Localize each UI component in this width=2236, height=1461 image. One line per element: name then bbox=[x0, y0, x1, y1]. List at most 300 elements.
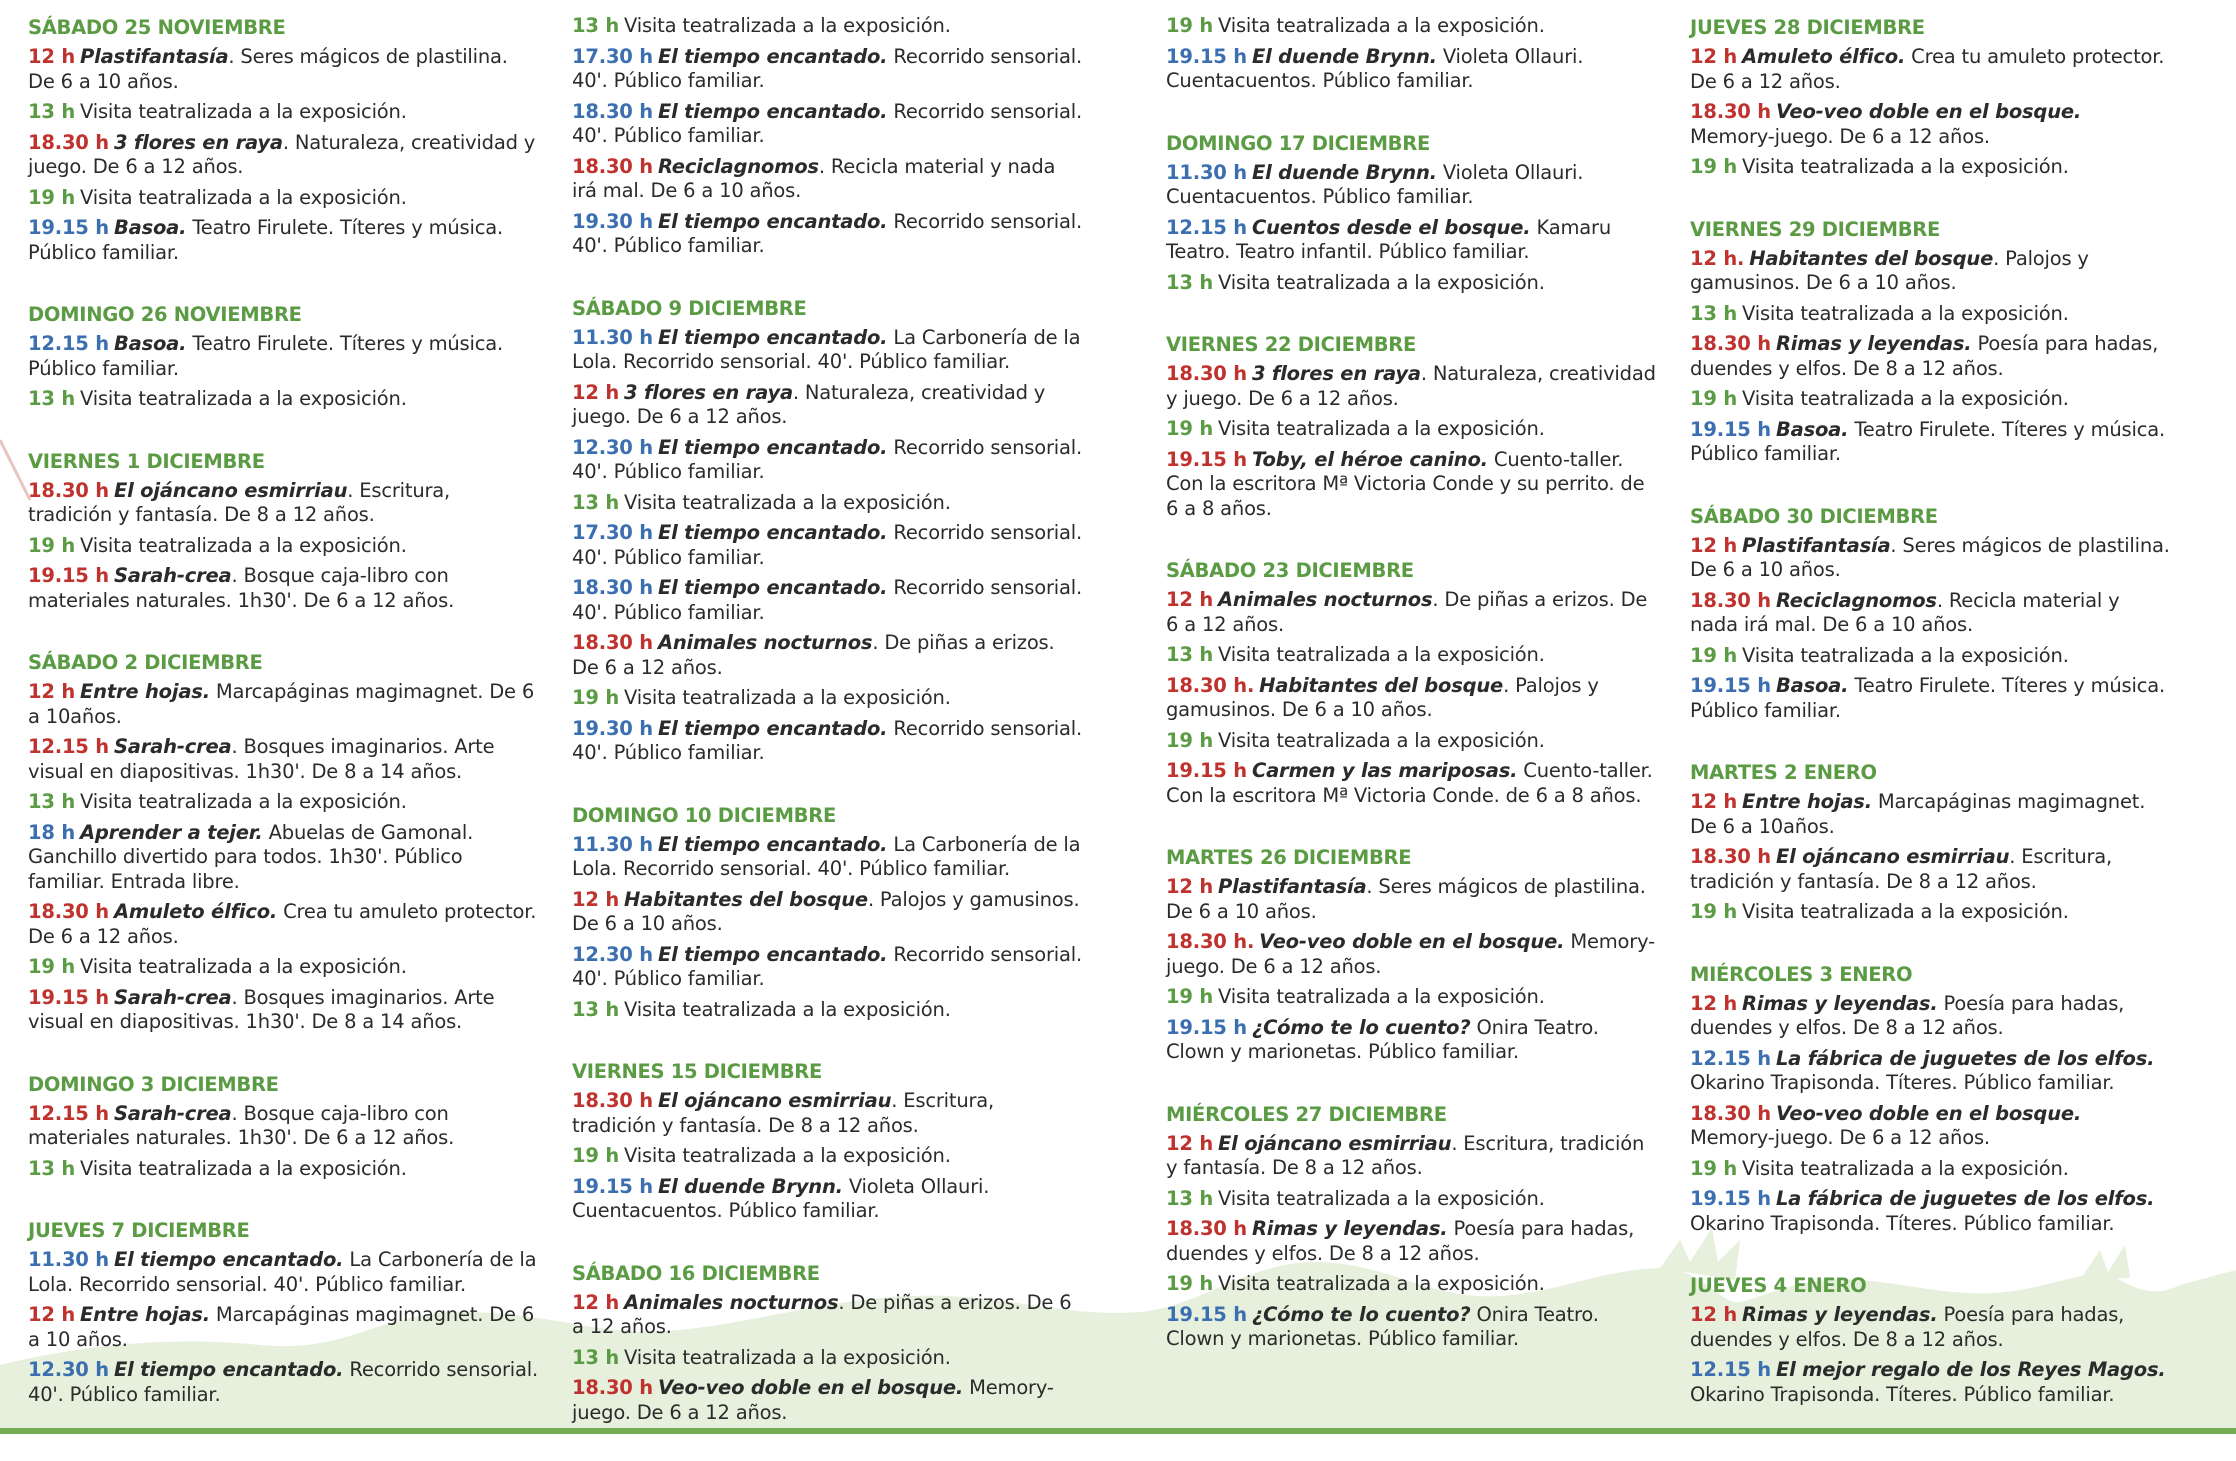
event-description: . Palojos y gamusinos. De 6 a 10 años. bbox=[1166, 673, 1599, 721]
event-time: 13 h bbox=[28, 790, 76, 813]
event-description: . Naturaleza, creatividad y juego. De 6 a 12 años. bbox=[572, 380, 1046, 428]
day-title: VIERNES 15 DICIEMBRE bbox=[572, 1060, 823, 1083]
event-time: 19.15 h bbox=[1690, 1187, 1771, 1210]
event-time: 12.15 h bbox=[1690, 1358, 1771, 1381]
event-description: Poesía para hadas, duendes y elfos. De 8 a 12 años. bbox=[1690, 991, 2125, 1039]
event-time: 19.30 h bbox=[572, 716, 653, 740]
event-entry bbox=[572, 521, 1082, 570]
event-title: ¿Cómo te lo cuento? bbox=[1251, 1302, 1471, 1326]
event-entry bbox=[1166, 1016, 1656, 1065]
event-time: 18.30 h. bbox=[1166, 930, 1255, 953]
event-time: 12 h bbox=[1690, 533, 1738, 557]
event-description: Visita teatralizada a la exposición. bbox=[1742, 1156, 2069, 1180]
event-description: Visita teatralizada a la exposición. bbox=[1742, 387, 2069, 410]
event-time: 19.15 h bbox=[1166, 759, 1247, 782]
event-time: 19 h bbox=[1166, 417, 1214, 440]
event-description: La Carbonería de la Lola. Recorrido sensorial. 40'. Público familiar. bbox=[572, 832, 1081, 880]
day-title: DOMINGO 10 DICIEMBRE bbox=[572, 803, 836, 827]
event-title: El ojáncano esmirriau bbox=[113, 478, 348, 502]
event-description: Visita teatralizada a la exposición. bbox=[1742, 301, 2069, 325]
event-description: Violeta Ollauri. Cuentacuentos. Público familiar. bbox=[572, 1174, 990, 1222]
event-entry bbox=[572, 1346, 1082, 1371]
event-title: El tiempo encantado. bbox=[657, 44, 888, 68]
event-time: 19.15 h bbox=[1166, 447, 1247, 471]
event-entry bbox=[1690, 589, 2170, 638]
event-entry bbox=[572, 576, 1082, 625]
event-title: Sarah-crea bbox=[113, 564, 232, 587]
event-entry bbox=[572, 381, 1082, 430]
event-entry bbox=[28, 332, 538, 381]
event-time: 13 h bbox=[28, 1156, 76, 1180]
event-entry bbox=[1690, 1187, 2170, 1236]
event-entry bbox=[1166, 1132, 1656, 1181]
event-entry bbox=[28, 45, 538, 94]
event-entry bbox=[572, 686, 1082, 711]
day-title: VIERNES 22 DICIEMBRE bbox=[1166, 333, 1417, 356]
event-entry bbox=[572, 631, 1082, 680]
event-entry bbox=[1690, 674, 2170, 723]
event-entry bbox=[1166, 875, 1656, 924]
event-title: Carmen y las mariposas. bbox=[1251, 759, 1518, 782]
event-description: Visita teatralizada a la exposición. bbox=[1218, 417, 1545, 440]
event-title: Rimas y leyendas. bbox=[1251, 1217, 1448, 1240]
day-block bbox=[28, 1071, 538, 1182]
event-description: Recorrido sensorial. 40'. Público familiar. bbox=[572, 44, 1082, 92]
event-description: Abuelas de Gamonal. Ganchillo divertido para todos. 1h30'. Público familiar. Entrada libre. bbox=[28, 820, 474, 893]
event-title: 3 flores en raya bbox=[1251, 362, 1421, 385]
event-time: 19 h bbox=[1690, 387, 1738, 410]
event-time: 12.30 h bbox=[572, 942, 653, 966]
event-title: El tiempo encantado. bbox=[657, 576, 888, 599]
event-time: 13 h bbox=[1166, 643, 1214, 666]
event-entry bbox=[572, 1291, 1082, 1340]
day-title: MIÉRCOLES 3 ENERO bbox=[1690, 962, 1913, 986]
event-description: . De piñas a erizos. De 6 a 12 años. bbox=[1166, 588, 1648, 636]
event-description: . Naturaleza, creatividad y juego. De 6 a 12 años. bbox=[1166, 362, 1656, 410]
day-title: DOMINGO 17 DICIEMBRE bbox=[1166, 131, 1430, 155]
event-description: Visita teatralizada a la exposición. bbox=[624, 14, 951, 37]
event-time: 19 h bbox=[1690, 900, 1738, 923]
event-time: 19 h bbox=[1166, 14, 1214, 37]
event-entry bbox=[1166, 271, 1656, 296]
day-title: SÁBADO 25 NOVIEMBRE bbox=[28, 16, 286, 39]
event-description: . Recicla material y nada irá mal. De 6 a 10 años. bbox=[1690, 588, 2120, 636]
event-time: 18.30 h bbox=[572, 154, 653, 178]
day-title: SÁBADO 2 DICIEMBRE bbox=[28, 651, 263, 674]
event-time: 17.30 h bbox=[572, 521, 653, 544]
event-entry bbox=[572, 717, 1082, 766]
event-description: . De piñas a erizos. De 6 a 12 años. bbox=[572, 1290, 1072, 1338]
day-block bbox=[1166, 130, 1656, 296]
event-description: . Bosques imaginarios. Arte visual en diapositivas. 1h30'. De 8 a 14 años. bbox=[28, 735, 495, 783]
day-title: JUEVES 4 ENERO bbox=[1690, 1274, 1867, 1297]
event-time: 12 h bbox=[572, 380, 620, 404]
day-title: DOMINGO 26 NOVIEMBRE bbox=[28, 303, 302, 326]
event-description: Visita teatralizada a la exposición. bbox=[80, 185, 407, 209]
event-entry bbox=[1690, 900, 2170, 925]
day-block bbox=[1690, 14, 2170, 180]
event-entry bbox=[1690, 534, 2170, 583]
event-time: 12 h. bbox=[1690, 246, 1745, 270]
event-description: Recorrido sensorial. 40'. Público familiar. bbox=[28, 1358, 538, 1406]
event-title: Reciclagnomos bbox=[1775, 588, 1937, 612]
event-entry bbox=[28, 131, 538, 180]
event-time: 12 h bbox=[28, 1303, 76, 1326]
program-column-2 bbox=[572, 14, 1082, 1461]
event-time: 19.15 h bbox=[1166, 1302, 1247, 1326]
event-time: 19 h bbox=[1166, 1272, 1214, 1295]
day-block bbox=[1690, 961, 2170, 1237]
event-description: Crea tu amuleto protector. De 6 a 12 años. bbox=[28, 900, 537, 948]
event-entry bbox=[572, 943, 1082, 992]
event-title: Rimas y leyendas. bbox=[1742, 991, 1938, 1015]
event-time: 18.30 h bbox=[28, 130, 109, 154]
event-title: Animales nocturnos bbox=[1218, 588, 1433, 611]
event-entry bbox=[1166, 417, 1656, 442]
day-block bbox=[1690, 503, 2170, 724]
event-description: Recorrido sensorial. 40'. Público familiar. bbox=[572, 716, 1082, 764]
event-title: Animales nocturnos bbox=[624, 1290, 839, 1314]
event-entry bbox=[1690, 302, 2170, 327]
event-time: 13 h bbox=[1166, 1186, 1214, 1210]
event-description: Recorrido sensorial. 40'. Público familiar. bbox=[572, 99, 1082, 147]
event-entry bbox=[1166, 45, 1656, 94]
event-entry bbox=[28, 900, 538, 949]
event-entry bbox=[572, 436, 1082, 485]
event-time: 19.15 h bbox=[28, 985, 109, 1009]
event-entry bbox=[572, 155, 1082, 204]
event-entry bbox=[1690, 418, 2170, 467]
day-block bbox=[1690, 1272, 2170, 1407]
event-description: . Bosques imaginarios. Arte visual en diapositivas. 1h30'. De 8 a 14 años. bbox=[28, 985, 495, 1033]
event-title: Plastifantasía bbox=[1742, 533, 1891, 557]
event-entry bbox=[1690, 155, 2170, 180]
event-entry bbox=[1166, 161, 1656, 210]
event-title: Sarah-crea bbox=[113, 985, 232, 1009]
event-description: Teatro Firulete. Títeres y música. Público familiar. bbox=[1690, 417, 2165, 465]
day-block bbox=[572, 295, 1082, 766]
event-title: Sarah-crea bbox=[113, 735, 232, 758]
event-description: Teatro Firulete. Títeres y música. Público familiar. bbox=[28, 332, 503, 380]
event-description: Cuento-taller. Con la escritora Mª Victoria Conde. de 6 a 8 años. bbox=[1166, 759, 1653, 807]
event-title: La fábrica de juguetes de los elfos. bbox=[1775, 1187, 2155, 1210]
event-title: El tiempo encantado. bbox=[657, 942, 888, 966]
event-description: Visita teatralizada a la exposición. bbox=[80, 955, 407, 978]
event-description: . Bosque caja-libro con materiales naturales. 1h30'. De 6 a 12 años. bbox=[28, 1101, 455, 1149]
event-description: . Seres mágicos de plastilina. De 6 a 10 años. bbox=[1166, 875, 1646, 923]
event-description: Recorrido sensorial. 40'. Público familiar. bbox=[572, 435, 1082, 483]
event-description: Crea tu amuleto protector. De 6 a 12 años. bbox=[1690, 45, 2165, 93]
event-time: 18.30 h bbox=[572, 99, 653, 123]
day-block bbox=[1166, 1101, 1656, 1352]
event-description: Cuento-taller. Con la escritora Mª Victoria Conde y su perrito. de 6 a 8 años. bbox=[1166, 447, 1645, 520]
event-description: Visita teatralizada a la exposición. bbox=[624, 1345, 951, 1369]
event-time: 13 h bbox=[572, 997, 620, 1021]
event-time: 19 h bbox=[28, 955, 76, 978]
event-title: ¿Cómo te lo cuento? bbox=[1251, 1015, 1471, 1039]
event-entry bbox=[1166, 1187, 1656, 1212]
event-title: El tiempo encantado. bbox=[113, 1358, 344, 1381]
event-time: 19.15 h bbox=[1166, 44, 1247, 68]
event-description: Okarino Trapisonda. Títeres. Público familiar. bbox=[1690, 1382, 2115, 1406]
day-title: SÁBADO 23 DICIEMBRE bbox=[1166, 559, 1414, 582]
day-block bbox=[572, 802, 1082, 1023]
day-title: VIERNES 29 DICIEMBRE bbox=[1690, 217, 1941, 241]
event-description: Visita teatralizada a la exposición. bbox=[80, 100, 407, 123]
event-description: Visita teatralizada a la exposición. bbox=[1218, 14, 1545, 37]
event-entry bbox=[572, 888, 1082, 937]
event-entry bbox=[28, 986, 538, 1035]
event-time: 11.30 h bbox=[28, 1248, 109, 1271]
event-title: El ojáncano esmirriau bbox=[1775, 845, 2010, 868]
event-description: . Escritura, tradición y fantasía. De 8 a 12 años. bbox=[1166, 1131, 1645, 1179]
event-entry bbox=[1690, 45, 2170, 94]
day-block bbox=[28, 301, 538, 412]
event-entry bbox=[1166, 985, 1656, 1010]
day-block bbox=[1166, 844, 1656, 1065]
event-description: Poesía para hadas, duendes y elfos. De 8 a 12 años. bbox=[1690, 1303, 2125, 1351]
event-entry bbox=[1166, 588, 1656, 637]
event-title: La fábrica de juguetes de los elfos. bbox=[1775, 1046, 2155, 1070]
event-time: 18.30 h bbox=[1690, 588, 1771, 612]
day-title: SÁBADO 9 DICIEMBRE bbox=[572, 296, 807, 320]
event-description: Marcapáginas magimagnet. De 6 a 10 años. bbox=[28, 1303, 535, 1351]
event-title: Habitantes del bosque bbox=[1259, 673, 1504, 697]
event-entry bbox=[572, 491, 1082, 516]
event-description: Visita teatralizada a la exposición. bbox=[624, 490, 951, 514]
event-entry bbox=[1166, 362, 1656, 411]
event-description: Visita teatralizada a la exposición. bbox=[624, 686, 951, 709]
event-entry bbox=[28, 735, 538, 784]
day-block bbox=[1166, 331, 1656, 521]
event-time: 13 h bbox=[572, 490, 620, 514]
day-title: MIÉRCOLES 27 DICIEMBRE bbox=[1166, 1102, 1447, 1126]
event-time: 11.30 h bbox=[572, 832, 653, 856]
program-column-1 bbox=[28, 14, 538, 1443]
event-title: Plastifantasía bbox=[1218, 875, 1367, 898]
event-entry bbox=[572, 1376, 1082, 1425]
event-time: 12 h bbox=[572, 1290, 620, 1314]
event-entry bbox=[1166, 674, 1656, 723]
event-entry bbox=[28, 564, 538, 613]
event-description: . Escritura, tradición y fantasía. De 8 a 12 años. bbox=[28, 478, 451, 526]
event-description: La Carbonería de la Lola. Recorrido sensorial. 40'. Público familiar. bbox=[28, 1248, 537, 1296]
event-time: 19 h bbox=[1690, 155, 1738, 178]
event-description: Visita teatralizada a la exposición. bbox=[1218, 728, 1545, 752]
event-description: Marcapáginas magimagnet. De 6 a 10años. bbox=[1690, 790, 2146, 838]
event-time: 18.30 h bbox=[1690, 845, 1771, 868]
event-entry bbox=[1166, 930, 1656, 979]
event-entry bbox=[28, 534, 538, 559]
event-entry bbox=[1690, 1358, 2170, 1407]
event-entry bbox=[28, 216, 538, 265]
event-title: El ojáncano esmirriau bbox=[657, 1089, 892, 1112]
event-time: 19.15 h bbox=[572, 1174, 653, 1198]
event-title: Basoa. bbox=[1775, 674, 1849, 697]
event-title: Plastifantasía bbox=[80, 45, 229, 68]
day-block bbox=[572, 14, 1082, 259]
event-time: 18.30 h bbox=[572, 631, 653, 654]
event-entry bbox=[28, 186, 538, 211]
event-time: 18.30 h bbox=[572, 1376, 653, 1399]
event-entry bbox=[28, 955, 538, 980]
event-time: 19.30 h bbox=[572, 209, 653, 233]
event-description: . Palojos y gamusinos. De 6 a 10 años. bbox=[572, 887, 1080, 935]
event-description: Memory-juego. De 6 a 12 años. bbox=[1166, 930, 1655, 978]
event-description: Recorrido sensorial. 40'. Público familiar. bbox=[572, 942, 1082, 990]
event-description: Okarino Trapisonda. Títeres. Público familiar. bbox=[1690, 1211, 2115, 1235]
event-title: Entre hojas. bbox=[1742, 790, 1872, 813]
event-title: 3 flores en raya bbox=[113, 130, 283, 154]
event-description: Visita teatralizada a la exposición. bbox=[1218, 270, 1545, 294]
event-description: Teatro Firulete. Títeres y música. Público familiar. bbox=[1690, 674, 2165, 722]
event-entry bbox=[572, 100, 1082, 149]
event-description: Memory-juego. De 6 a 12 años. bbox=[1690, 124, 1990, 148]
event-entry bbox=[28, 1102, 538, 1151]
event-title: El tiempo encantado. bbox=[657, 521, 888, 544]
event-title: El tiempo encantado. bbox=[657, 435, 888, 459]
event-time: 12 h bbox=[1690, 991, 1738, 1015]
event-time: 18.30 h bbox=[1690, 1101, 1771, 1125]
event-description: Onira Teatro. Clown y marionetas. Público familiar. bbox=[1166, 1015, 1599, 1063]
event-entry bbox=[1166, 1217, 1656, 1266]
event-title: Veo-veo doble en el bosque. bbox=[1775, 1101, 2082, 1125]
event-title: Basoa. bbox=[1775, 417, 1849, 441]
event-entry bbox=[1690, 845, 2170, 894]
event-description: Visita teatralizada a la exposición. bbox=[624, 1144, 951, 1167]
event-entry bbox=[1690, 387, 2170, 412]
event-time: 19.15 h bbox=[1690, 417, 1771, 441]
event-title: Amuleto élfico. bbox=[113, 900, 278, 923]
event-description: Visita teatralizada a la exposición. bbox=[1218, 643, 1545, 666]
event-title: El duende Brynn. bbox=[1251, 160, 1437, 184]
day-title: MARTES 26 DICIEMBRE bbox=[1166, 846, 1412, 869]
event-time: 19 h bbox=[28, 185, 76, 209]
event-entry bbox=[28, 680, 538, 729]
event-title: Amuleto élfico. bbox=[1742, 45, 1906, 68]
event-description: . Escritura, tradición y fantasía. De 8 a 12 años. bbox=[1690, 845, 2113, 893]
event-entry bbox=[1166, 216, 1656, 265]
event-time: 12.15 h bbox=[28, 1101, 109, 1125]
day-title: SÁBADO 30 DICIEMBRE bbox=[1690, 504, 1938, 528]
event-description: . Recicla material y nada irá mal. De 6 a 10 años. bbox=[572, 154, 1056, 202]
event-time: 12 h bbox=[1166, 1131, 1214, 1155]
day-block bbox=[1690, 759, 2170, 925]
event-title: Veo-veo doble en el bosque. bbox=[1259, 930, 1565, 953]
event-time: 18.30 h bbox=[28, 900, 109, 923]
event-title: Basoa. bbox=[113, 332, 187, 355]
event-time: 11.30 h bbox=[572, 325, 653, 349]
event-entry bbox=[1690, 1102, 2170, 1151]
event-time: 13 h bbox=[572, 1345, 620, 1369]
event-entry bbox=[1166, 643, 1656, 668]
event-description: Visita teatralizada a la exposición. bbox=[80, 387, 407, 410]
event-entry bbox=[28, 479, 538, 528]
event-description: Visita teatralizada a la exposición. bbox=[1742, 900, 2069, 923]
event-title: Entre hojas. bbox=[80, 1303, 210, 1326]
day-block bbox=[572, 1058, 1082, 1224]
day-block bbox=[28, 649, 538, 1035]
event-time: 12.15 h bbox=[1166, 215, 1247, 239]
event-entry bbox=[572, 45, 1082, 94]
event-title: El duende Brynn. bbox=[1251, 44, 1437, 68]
event-entry bbox=[572, 1089, 1082, 1138]
event-description: Visita teatralizada a la exposición. bbox=[80, 1156, 407, 1180]
day-block bbox=[28, 448, 538, 614]
day-title: SÁBADO 16 DICIEMBRE bbox=[572, 1261, 820, 1285]
event-entry bbox=[28, 821, 538, 895]
event-entry bbox=[572, 998, 1082, 1023]
day-block bbox=[1166, 14, 1656, 94]
event-description: Poesía para hadas, duendes y elfos. De 8 a 12 años. bbox=[1166, 1217, 1635, 1265]
event-time: 17.30 h bbox=[572, 44, 653, 68]
event-title: Rimas y leyendas. bbox=[1742, 1303, 1938, 1326]
event-description: . Escritura, tradición y fantasía. De 8 a 12 años. bbox=[572, 1089, 995, 1137]
event-description: Onira Teatro. Clown y marionetas. Público familiar. bbox=[1166, 1302, 1599, 1350]
event-entry bbox=[1690, 1303, 2170, 1352]
event-time: 13 h bbox=[28, 100, 76, 123]
event-time: 19 h bbox=[572, 686, 620, 709]
event-description: La Carbonería de la Lola. Recorrido sensorial. 40'. Público familiar. bbox=[572, 325, 1081, 373]
event-entry bbox=[1690, 332, 2170, 381]
event-entry bbox=[1166, 1272, 1656, 1297]
event-entry bbox=[1166, 1303, 1656, 1352]
event-description: Visita teatralizada a la exposición. bbox=[1218, 1272, 1545, 1295]
event-title: Sarah-crea bbox=[113, 1101, 232, 1125]
event-entry bbox=[572, 833, 1082, 882]
event-description: Recorrido sensorial. 40'. Público familiar. bbox=[572, 209, 1082, 257]
event-time: 12 h bbox=[1690, 790, 1738, 813]
event-entry bbox=[1690, 247, 2170, 296]
event-time: 19.15 h bbox=[1166, 1015, 1247, 1039]
event-entry bbox=[1690, 100, 2170, 149]
event-time: 12 h bbox=[1166, 875, 1214, 898]
event-description: Kamaru Teatro. Teatro infantil. Público familiar. bbox=[1166, 215, 1611, 263]
event-title: El tiempo encantado. bbox=[113, 1248, 344, 1271]
event-entry bbox=[28, 1358, 538, 1407]
event-entry bbox=[1690, 992, 2170, 1041]
event-description: Visita teatralizada a la exposición. bbox=[1742, 643, 2069, 667]
event-time: 12 h bbox=[1690, 45, 1738, 68]
event-title: El tiempo encantado. bbox=[657, 832, 888, 856]
event-description: Teatro Firulete. Títeres y música. Público familiar. bbox=[28, 216, 503, 264]
event-time: 19 h bbox=[1690, 1156, 1738, 1180]
event-description: Violeta Ollauri. Cuentacuentos. Público familiar. bbox=[1166, 160, 1584, 208]
day-block bbox=[1690, 216, 2170, 467]
event-description: Visita teatralizada a la exposición. bbox=[1218, 1186, 1545, 1210]
event-time: 19.15 h bbox=[28, 564, 109, 587]
event-time: 13 h bbox=[572, 14, 620, 37]
event-time: 19 h bbox=[1690, 643, 1738, 667]
event-description: Visita teatralizada a la exposición. bbox=[624, 997, 951, 1021]
event-time: 18.30 h bbox=[1166, 362, 1247, 385]
event-time: 12 h bbox=[572, 887, 620, 911]
event-time: 19.15 h bbox=[28, 216, 109, 239]
event-time: 18.30 h bbox=[1166, 1217, 1247, 1240]
event-title: 3 flores en raya bbox=[624, 380, 793, 404]
event-description: . Seres mágicos de plastilina. De 6 a 10 años. bbox=[1690, 533, 2170, 581]
day-title: JUEVES 28 DICIEMBRE bbox=[1690, 16, 1925, 39]
event-entry bbox=[572, 326, 1082, 375]
event-title: Animales nocturnos bbox=[657, 631, 873, 654]
event-entry bbox=[572, 1175, 1082, 1224]
day-block bbox=[1166, 557, 1656, 808]
event-time: 12.30 h bbox=[28, 1358, 109, 1381]
event-title: El duende Brynn. bbox=[657, 1174, 843, 1198]
event-description: Visita teatralizada a la exposición. bbox=[1742, 155, 2069, 178]
event-time: 11.30 h bbox=[1166, 160, 1247, 184]
event-description: . De piñas a erizos. De 6 a 12 años. bbox=[572, 631, 1055, 679]
